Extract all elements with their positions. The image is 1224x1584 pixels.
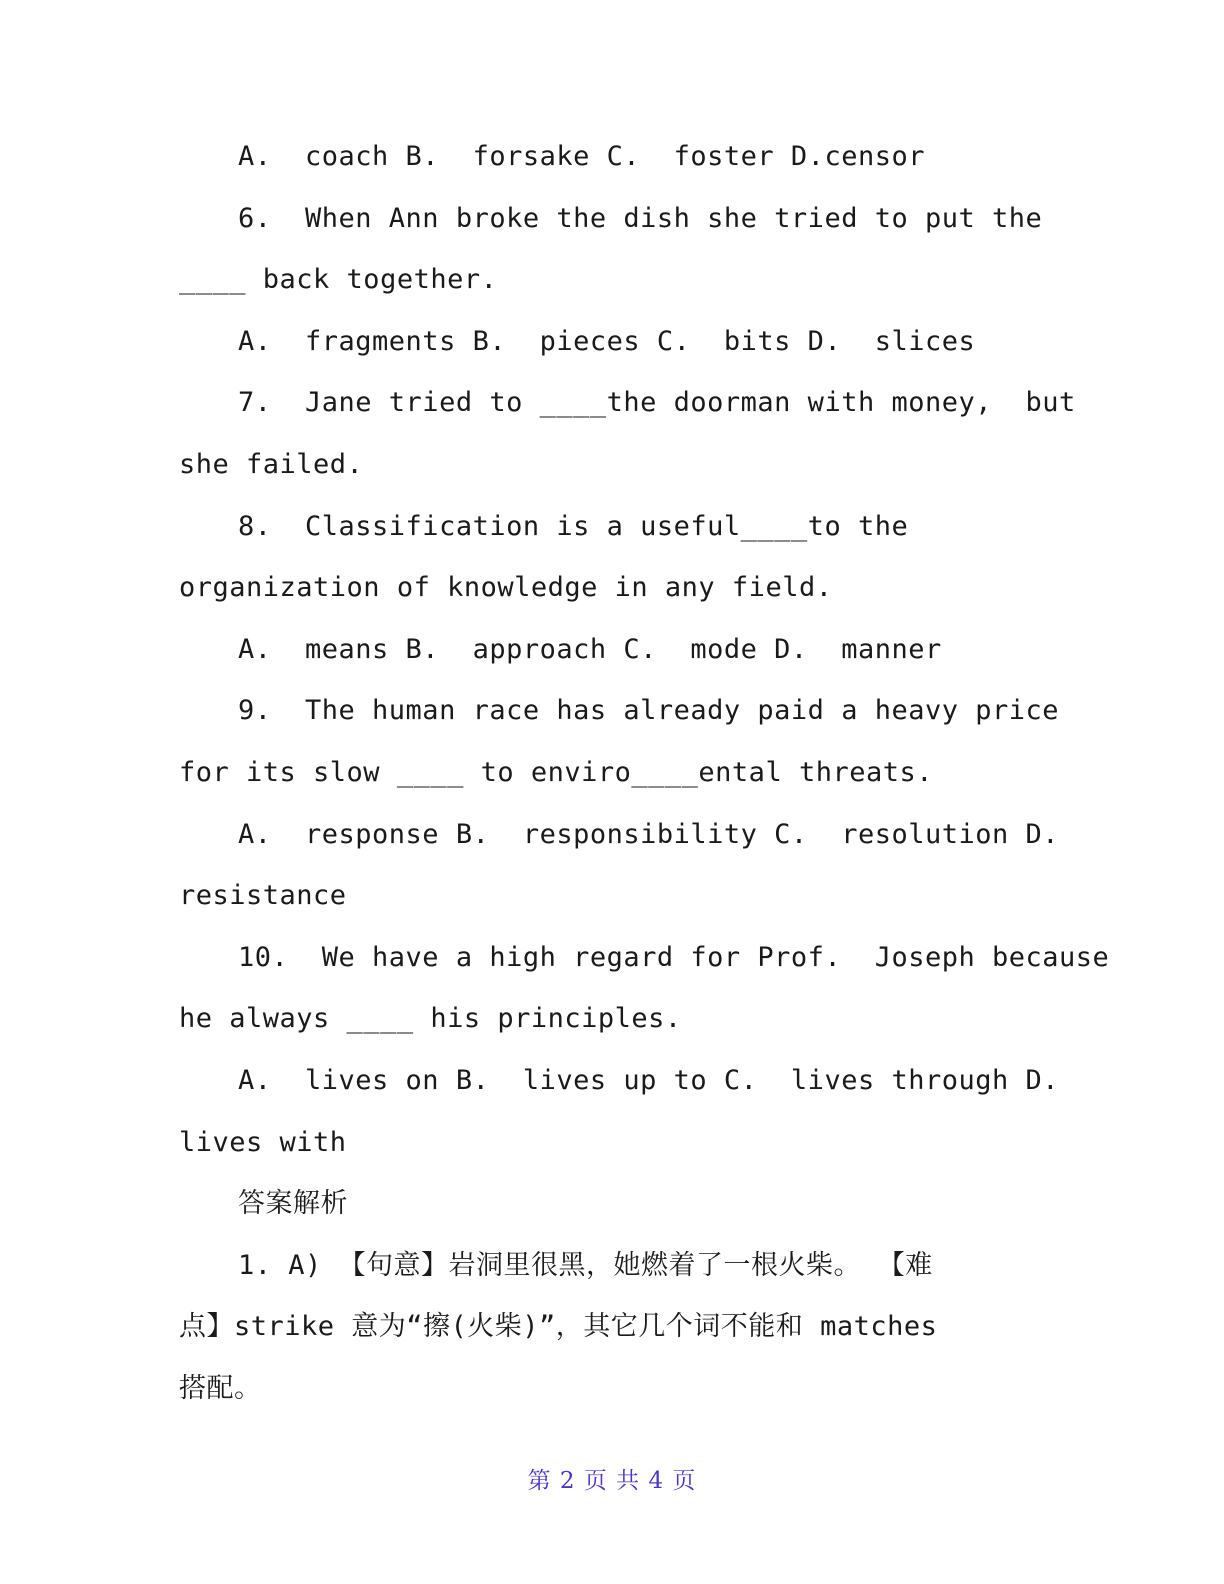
- document-body: [179, 126, 1110, 1419]
- question-8-line-1: 8. Classification is a useful____to the: [238, 510, 909, 542]
- analysis-1-line-1: 1. A) 【句意】岩洞里很黑，她燃着了一根火柴。 【难: [238, 1249, 933, 1281]
- question-9-line-2: for its slow ____ to enviro____ental threats.: [179, 756, 933, 788]
- analysis-1-line-2: 点】strike 意为“擦(火柴)”，其它几个词不能和 matches: [179, 1311, 938, 1343]
- answer-analysis-heading: 答案解析: [238, 1188, 348, 1220]
- answer-options-9-line-2: resistance: [179, 880, 347, 912]
- answer-options-8: A. means B. approach C. mode D. manner: [238, 633, 942, 665]
- page-number-footer: 第 2 页 共 4 页: [527, 1468, 697, 1494]
- question-7-line-2: she failed.: [179, 448, 364, 480]
- question-6-line-1: 6. When Ann broke the dish she tried to put the: [238, 202, 1043, 234]
- question-8-line-2: organization of knowledge in any field.: [179, 572, 833, 604]
- question-6-line-2: ____ back together.: [179, 264, 498, 296]
- analysis-1-line-3: 搭配。: [179, 1372, 262, 1404]
- question-7-line-1: 7. Jane tried to ____the doorman with money, but: [238, 387, 1076, 419]
- question-10-line-1: 10. We have a high regard for Prof. Joseph because: [238, 941, 1110, 973]
- answer-options-5: A. coach B. forsake C. foster D.censor: [238, 141, 925, 172]
- answer-options-6: A. fragments B. pieces C. bits D. slices: [238, 325, 976, 357]
- answer-options-9-line-1: A. response B. responsibility C. resolution D.: [238, 818, 1060, 850]
- question-9-line-1: 9. The human race has already paid a heavy price: [238, 695, 1060, 727]
- question-10-line-2: he always ____ his principles.: [179, 1003, 682, 1035]
- answer-options-10-line-1: A. lives on B. lives up to C. lives through D.: [238, 1064, 1060, 1096]
- answer-options-10-line-2: lives with: [179, 1126, 347, 1158]
